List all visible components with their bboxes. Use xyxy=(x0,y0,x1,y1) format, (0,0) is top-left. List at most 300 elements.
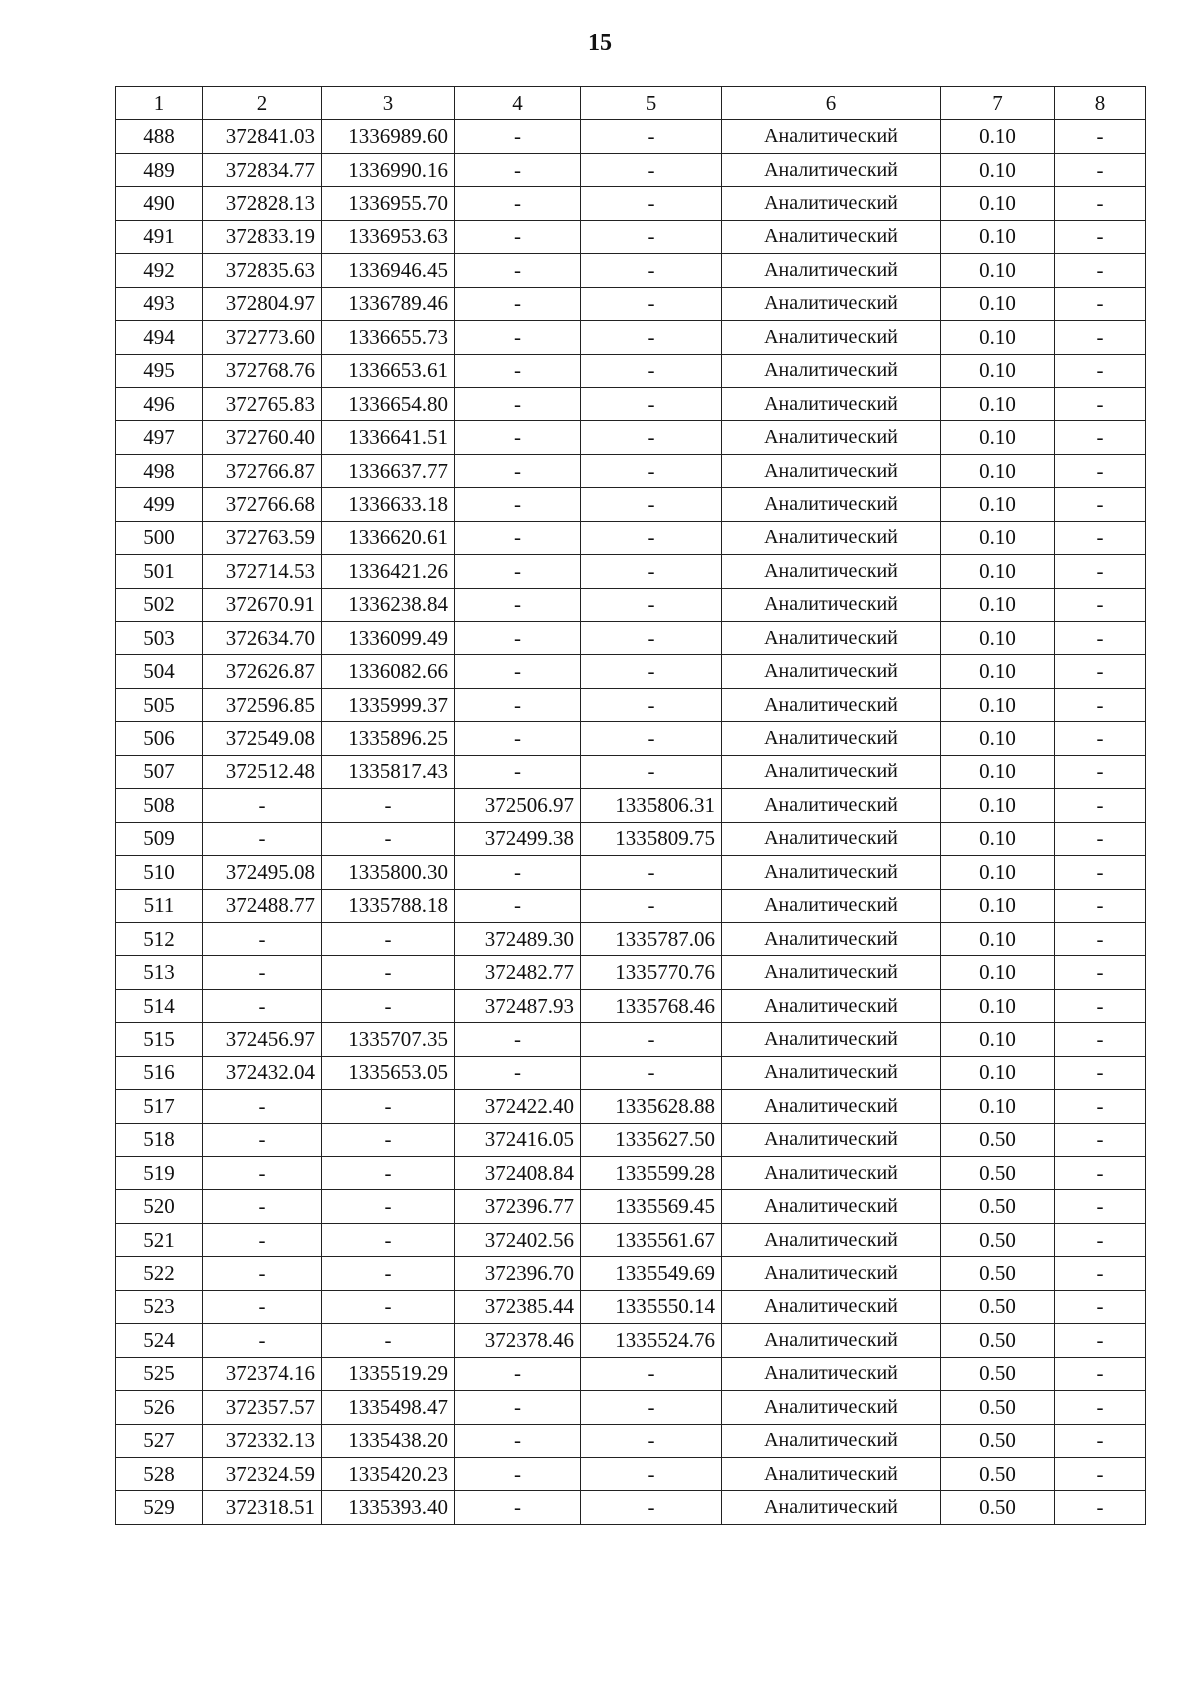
cell-point-number: 493 xyxy=(116,287,203,320)
cell-x-coordinate-a: 372835.63 xyxy=(203,254,322,287)
cell-point-number: 504 xyxy=(116,655,203,688)
cell-y-coordinate-a: 1335800.30 xyxy=(322,856,455,889)
cell-method: Аналитический xyxy=(722,889,941,922)
cell-x-coordinate-b: 372396.77 xyxy=(455,1190,581,1223)
cell-accuracy: 0.10 xyxy=(941,755,1055,788)
table-row xyxy=(116,1324,1146,1357)
cell-note: - xyxy=(1055,1223,1146,1256)
table-header xyxy=(116,87,1146,120)
header-row xyxy=(116,87,1146,120)
cell-point-number: 519 xyxy=(116,1157,203,1190)
cell-accuracy: 0.10 xyxy=(941,354,1055,387)
cell-x-coordinate-a: 372834.77 xyxy=(203,153,322,186)
cell-accuracy: 0.10 xyxy=(941,922,1055,955)
cell-x-coordinate-b: - xyxy=(455,354,581,387)
cell-point-number: 523 xyxy=(116,1290,203,1323)
cell-point-number: 513 xyxy=(116,956,203,989)
cell-x-coordinate-a: 372432.04 xyxy=(203,1056,322,1089)
cell-accuracy: 0.10 xyxy=(941,722,1055,755)
cell-x-coordinate-a: 372456.97 xyxy=(203,1023,322,1056)
cell-method: Аналитический xyxy=(722,321,941,354)
cell-accuracy: 0.50 xyxy=(941,1157,1055,1190)
cell-note: - xyxy=(1055,722,1146,755)
cell-method: Аналитический xyxy=(722,287,941,320)
cell-accuracy: 0.10 xyxy=(941,521,1055,554)
cell-accuracy: 0.50 xyxy=(941,1357,1055,1390)
table-row xyxy=(116,622,1146,655)
cell-y-coordinate-b: - xyxy=(581,856,722,889)
cell-accuracy: 0.10 xyxy=(941,153,1055,186)
cell-y-coordinate-a: 1335999.37 xyxy=(322,688,455,721)
cell-accuracy: 0.50 xyxy=(941,1424,1055,1457)
cell-x-coordinate-b: - xyxy=(455,856,581,889)
cell-x-coordinate-b: 372402.56 xyxy=(455,1223,581,1256)
cell-y-coordinate-b: - xyxy=(581,622,722,655)
cell-y-coordinate-a: 1336955.70 xyxy=(322,187,455,220)
cell-method: Аналитический xyxy=(722,622,941,655)
cell-point-number: 527 xyxy=(116,1424,203,1457)
cell-x-coordinate-b: 372506.97 xyxy=(455,789,581,822)
cell-x-coordinate-b: - xyxy=(455,755,581,788)
cell-x-coordinate-a: 372768.76 xyxy=(203,354,322,387)
cell-point-number: 491 xyxy=(116,220,203,253)
cell-y-coordinate-b: - xyxy=(581,1491,722,1524)
cell-method: Аналитический xyxy=(722,454,941,487)
cell-note: - xyxy=(1055,521,1146,554)
cell-method: Аналитический xyxy=(722,722,941,755)
cell-note: - xyxy=(1055,856,1146,889)
cell-point-number: 501 xyxy=(116,555,203,588)
table-row xyxy=(116,521,1146,554)
cell-y-coordinate-a: - xyxy=(322,989,455,1022)
cell-x-coordinate-b: - xyxy=(455,688,581,721)
cell-y-coordinate-a: - xyxy=(322,1123,455,1156)
cell-y-coordinate-a: 1336953.63 xyxy=(322,220,455,253)
header-cell-4: 4 xyxy=(455,87,581,120)
cell-x-coordinate-a: 372804.97 xyxy=(203,287,322,320)
cell-method: Аналитический xyxy=(722,1391,941,1424)
cell-method: Аналитический xyxy=(722,956,941,989)
header-cell-5: 5 xyxy=(581,87,722,120)
cell-note: - xyxy=(1055,822,1146,855)
cell-y-coordinate-b: - xyxy=(581,421,722,454)
cell-note: - xyxy=(1055,1424,1146,1457)
cell-x-coordinate-b: - xyxy=(455,622,581,655)
cell-y-coordinate-a: 1336641.51 xyxy=(322,421,455,454)
cell-x-coordinate-b: - xyxy=(455,287,581,320)
table-row xyxy=(116,1257,1146,1290)
cell-method: Аналитический xyxy=(722,822,941,855)
cell-note: - xyxy=(1055,622,1146,655)
table-row xyxy=(116,1357,1146,1390)
cell-note: - xyxy=(1055,1457,1146,1490)
cell-y-coordinate-b: 1335770.76 xyxy=(581,956,722,989)
cell-x-coordinate-b: - xyxy=(455,1391,581,1424)
cell-x-coordinate-b: - xyxy=(455,722,581,755)
cell-x-coordinate-b: - xyxy=(455,220,581,253)
cell-y-coordinate-b: 1335569.45 xyxy=(581,1190,722,1223)
table-row xyxy=(116,789,1146,822)
cell-point-number: 518 xyxy=(116,1123,203,1156)
cell-note: - xyxy=(1055,1023,1146,1056)
cell-point-number: 489 xyxy=(116,153,203,186)
cell-y-coordinate-b: - xyxy=(581,220,722,253)
cell-y-coordinate-b: - xyxy=(581,1424,722,1457)
cell-note: - xyxy=(1055,1491,1146,1524)
cell-y-coordinate-a: - xyxy=(322,922,455,955)
cell-x-coordinate-a: 372765.83 xyxy=(203,387,322,420)
cell-note: - xyxy=(1055,1090,1146,1123)
cell-method: Аналитический xyxy=(722,856,941,889)
cell-method: Аналитический xyxy=(722,354,941,387)
cell-accuracy: 0.10 xyxy=(941,120,1055,153)
cell-point-number: 508 xyxy=(116,789,203,822)
cell-y-coordinate-a: 1336633.18 xyxy=(322,488,455,521)
cell-x-coordinate-a: 372634.70 xyxy=(203,622,322,655)
cell-y-coordinate-a: 1335519.29 xyxy=(322,1357,455,1390)
cell-method: Аналитический xyxy=(722,1424,941,1457)
cell-point-number: 528 xyxy=(116,1457,203,1490)
cell-method: Аналитический xyxy=(722,789,941,822)
cell-point-number: 505 xyxy=(116,688,203,721)
cell-point-number: 520 xyxy=(116,1190,203,1223)
cell-method: Аналитический xyxy=(722,1190,941,1223)
cell-x-coordinate-b: - xyxy=(455,1457,581,1490)
table-row xyxy=(116,722,1146,755)
cell-x-coordinate-a: 372596.85 xyxy=(203,688,322,721)
cell-x-coordinate-a: - xyxy=(203,1223,322,1256)
cell-x-coordinate-b: - xyxy=(455,488,581,521)
cell-x-coordinate-a: - xyxy=(203,989,322,1022)
cell-x-coordinate-a: 372670.91 xyxy=(203,588,322,621)
cell-note: - xyxy=(1055,1056,1146,1089)
cell-x-coordinate-a: 372760.40 xyxy=(203,421,322,454)
cell-accuracy: 0.10 xyxy=(941,321,1055,354)
cell-y-coordinate-b: - xyxy=(581,387,722,420)
cell-y-coordinate-b: - xyxy=(581,488,722,521)
cell-point-number: 494 xyxy=(116,321,203,354)
cell-accuracy: 0.10 xyxy=(941,822,1055,855)
cell-note: - xyxy=(1055,1391,1146,1424)
cell-accuracy: 0.10 xyxy=(941,1090,1055,1123)
cell-x-coordinate-a: - xyxy=(203,1324,322,1357)
table-row xyxy=(116,120,1146,153)
cell-y-coordinate-a: - xyxy=(322,822,455,855)
cell-note: - xyxy=(1055,555,1146,588)
cell-y-coordinate-b: - xyxy=(581,722,722,755)
cell-x-coordinate-b: - xyxy=(455,1424,581,1457)
cell-accuracy: 0.10 xyxy=(941,789,1055,822)
cell-x-coordinate-a: - xyxy=(203,789,322,822)
table-row xyxy=(116,1090,1146,1123)
cell-method: Аналитический xyxy=(722,220,941,253)
cell-y-coordinate-a: - xyxy=(322,1324,455,1357)
cell-x-coordinate-b: - xyxy=(455,153,581,186)
cell-note: - xyxy=(1055,321,1146,354)
cell-point-number: 496 xyxy=(116,387,203,420)
cell-y-coordinate-b: - xyxy=(581,655,722,688)
cell-y-coordinate-b: - xyxy=(581,521,722,554)
cell-point-number: 488 xyxy=(116,120,203,153)
cell-point-number: 514 xyxy=(116,989,203,1022)
cell-y-coordinate-b: - xyxy=(581,555,722,588)
cell-method: Аналитический xyxy=(722,1157,941,1190)
cell-note: - xyxy=(1055,1357,1146,1390)
cell-y-coordinate-b: 1335787.06 xyxy=(581,922,722,955)
cell-y-coordinate-a: - xyxy=(322,1257,455,1290)
table-row xyxy=(116,1391,1146,1424)
header-cell-1: 1 xyxy=(116,87,203,120)
cell-point-number: 507 xyxy=(116,755,203,788)
cell-y-coordinate-b: - xyxy=(581,354,722,387)
cell-x-coordinate-a: - xyxy=(203,1123,322,1156)
cell-accuracy: 0.10 xyxy=(941,956,1055,989)
cell-x-coordinate-a: - xyxy=(203,956,322,989)
cell-x-coordinate-a: - xyxy=(203,1090,322,1123)
cell-y-coordinate-b: 1335809.75 xyxy=(581,822,722,855)
cell-point-number: 516 xyxy=(116,1056,203,1089)
cell-point-number: 512 xyxy=(116,922,203,955)
cell-y-coordinate-a: 1335653.05 xyxy=(322,1056,455,1089)
cell-note: - xyxy=(1055,989,1146,1022)
cell-point-number: 503 xyxy=(116,622,203,655)
cell-y-coordinate-a: 1335438.20 xyxy=(322,1424,455,1457)
table-row xyxy=(116,889,1146,922)
cell-x-coordinate-a: - xyxy=(203,1157,322,1190)
cell-y-coordinate-a: - xyxy=(322,956,455,989)
cell-accuracy: 0.10 xyxy=(941,454,1055,487)
table-row xyxy=(116,755,1146,788)
table-row xyxy=(116,220,1146,253)
cell-note: - xyxy=(1055,655,1146,688)
cell-y-coordinate-b: - xyxy=(581,1023,722,1056)
coordinates-table xyxy=(115,86,1146,1525)
header-cell-8: 8 xyxy=(1055,87,1146,120)
cell-accuracy: 0.10 xyxy=(941,555,1055,588)
cell-x-coordinate-a: - xyxy=(203,922,322,955)
cell-x-coordinate-a: 372841.03 xyxy=(203,120,322,153)
cell-x-coordinate-b: - xyxy=(455,454,581,487)
cell-accuracy: 0.10 xyxy=(941,588,1055,621)
cell-point-number: 506 xyxy=(116,722,203,755)
cell-note: - xyxy=(1055,889,1146,922)
cell-y-coordinate-b: 1335524.76 xyxy=(581,1324,722,1357)
cell-point-number: 498 xyxy=(116,454,203,487)
cell-method: Аналитический xyxy=(722,1290,941,1323)
cell-x-coordinate-a: 372626.87 xyxy=(203,655,322,688)
cell-y-coordinate-a: 1335393.40 xyxy=(322,1491,455,1524)
table-row xyxy=(116,354,1146,387)
cell-x-coordinate-a: 372766.68 xyxy=(203,488,322,521)
cell-accuracy: 0.10 xyxy=(941,1056,1055,1089)
cell-x-coordinate-b: - xyxy=(455,254,581,287)
table-row xyxy=(116,287,1146,320)
cell-method: Аналитический xyxy=(722,1123,941,1156)
table-row xyxy=(116,1491,1146,1524)
cell-x-coordinate-a: 372488.77 xyxy=(203,889,322,922)
cell-y-coordinate-a: 1336653.61 xyxy=(322,354,455,387)
cell-note: - xyxy=(1055,287,1146,320)
cell-y-coordinate-b: - xyxy=(581,588,722,621)
cell-method: Аналитический xyxy=(722,922,941,955)
table-row xyxy=(116,856,1146,889)
cell-x-coordinate-a: 372512.48 xyxy=(203,755,322,788)
cell-point-number: 517 xyxy=(116,1090,203,1123)
table-row xyxy=(116,187,1146,220)
header-cell-6: 6 xyxy=(722,87,941,120)
cell-point-number: 515 xyxy=(116,1023,203,1056)
page-number: 15 xyxy=(588,30,612,56)
cell-point-number: 499 xyxy=(116,488,203,521)
cell-note: - xyxy=(1055,421,1146,454)
cell-point-number: 511 xyxy=(116,889,203,922)
cell-note: - xyxy=(1055,922,1146,955)
table-row xyxy=(116,989,1146,1022)
cell-point-number: 521 xyxy=(116,1223,203,1256)
cell-method: Аналитический xyxy=(722,588,941,621)
cell-y-coordinate-b: 1335806.31 xyxy=(581,789,722,822)
cell-note: - xyxy=(1055,120,1146,153)
cell-x-coordinate-b: 372487.93 xyxy=(455,989,581,1022)
cell-y-coordinate-a: - xyxy=(322,789,455,822)
cell-note: - xyxy=(1055,187,1146,220)
cell-y-coordinate-a: 1336637.77 xyxy=(322,454,455,487)
table-row xyxy=(116,555,1146,588)
cell-x-coordinate-a: 372318.51 xyxy=(203,1491,322,1524)
cell-y-coordinate-a: 1336082.66 xyxy=(322,655,455,688)
cell-y-coordinate-b: - xyxy=(581,755,722,788)
cell-y-coordinate-a: 1335788.18 xyxy=(322,889,455,922)
cell-y-coordinate-b: - xyxy=(581,1357,722,1390)
cell-accuracy: 0.10 xyxy=(941,688,1055,721)
cell-note: - xyxy=(1055,488,1146,521)
cell-method: Аналитический xyxy=(722,254,941,287)
cell-method: Аналитический xyxy=(722,555,941,588)
cell-accuracy: 0.10 xyxy=(941,655,1055,688)
cell-x-coordinate-a: - xyxy=(203,1290,322,1323)
cell-accuracy: 0.50 xyxy=(941,1257,1055,1290)
table-row xyxy=(116,1457,1146,1490)
cell-accuracy: 0.10 xyxy=(941,421,1055,454)
cell-point-number: 510 xyxy=(116,856,203,889)
cell-method: Аналитический xyxy=(722,1357,941,1390)
cell-x-coordinate-a: - xyxy=(203,1257,322,1290)
cell-y-coordinate-b: - xyxy=(581,688,722,721)
cell-method: Аналитический xyxy=(722,1491,941,1524)
table-row xyxy=(116,1223,1146,1256)
cell-y-coordinate-b: - xyxy=(581,1391,722,1424)
cell-point-number: 526 xyxy=(116,1391,203,1424)
cell-y-coordinate-b: 1335549.69 xyxy=(581,1257,722,1290)
cell-y-coordinate-b: - xyxy=(581,287,722,320)
cell-y-coordinate-b: - xyxy=(581,254,722,287)
cell-x-coordinate-a: 372828.13 xyxy=(203,187,322,220)
cell-y-coordinate-b: - xyxy=(581,187,722,220)
cell-x-coordinate-b: - xyxy=(455,1357,581,1390)
cell-method: Аналитический xyxy=(722,755,941,788)
cell-y-coordinate-b: 1335550.14 xyxy=(581,1290,722,1323)
cell-note: - xyxy=(1055,1190,1146,1223)
cell-x-coordinate-a: 372324.59 xyxy=(203,1457,322,1490)
table-row xyxy=(116,922,1146,955)
table-row xyxy=(116,1190,1146,1223)
table-row xyxy=(116,321,1146,354)
cell-note: - xyxy=(1055,1123,1146,1156)
cell-y-coordinate-b: - xyxy=(581,153,722,186)
cell-accuracy: 0.10 xyxy=(941,220,1055,253)
table-row xyxy=(116,1056,1146,1089)
cell-x-coordinate-b: - xyxy=(455,1491,581,1524)
cell-accuracy: 0.10 xyxy=(941,488,1055,521)
cell-point-number: 525 xyxy=(116,1357,203,1390)
cell-method: Аналитический xyxy=(722,120,941,153)
cell-method: Аналитический xyxy=(722,989,941,1022)
cell-y-coordinate-b: - xyxy=(581,321,722,354)
cell-note: - xyxy=(1055,789,1146,822)
cell-method: Аналитический xyxy=(722,488,941,521)
cell-y-coordinate-a: 1335896.25 xyxy=(322,722,455,755)
cell-x-coordinate-a: 372773.60 xyxy=(203,321,322,354)
cell-y-coordinate-b: 1335768.46 xyxy=(581,989,722,1022)
table-row xyxy=(116,387,1146,420)
cell-y-coordinate-a: 1336789.46 xyxy=(322,287,455,320)
cell-method: Аналитический xyxy=(722,1056,941,1089)
cell-y-coordinate-b: 1335628.88 xyxy=(581,1090,722,1123)
cell-y-coordinate-a: 1336421.26 xyxy=(322,555,455,588)
cell-x-coordinate-a: 372332.13 xyxy=(203,1424,322,1457)
table-row xyxy=(116,488,1146,521)
table-row xyxy=(116,1290,1146,1323)
cell-x-coordinate-a: 372763.59 xyxy=(203,521,322,554)
cell-accuracy: 0.10 xyxy=(941,287,1055,320)
cell-x-coordinate-b: 372385.44 xyxy=(455,1290,581,1323)
cell-note: - xyxy=(1055,354,1146,387)
cell-method: Аналитический xyxy=(722,1223,941,1256)
cell-x-coordinate-b: 372416.05 xyxy=(455,1123,581,1156)
cell-accuracy: 0.10 xyxy=(941,254,1055,287)
cell-y-coordinate-b: - xyxy=(581,120,722,153)
cell-y-coordinate-b: - xyxy=(581,454,722,487)
cell-accuracy: 0.50 xyxy=(941,1457,1055,1490)
cell-accuracy: 0.50 xyxy=(941,1190,1055,1223)
cell-note: - xyxy=(1055,956,1146,989)
cell-y-coordinate-b: - xyxy=(581,1056,722,1089)
cell-x-coordinate-b: - xyxy=(455,187,581,220)
cell-accuracy: 0.10 xyxy=(941,889,1055,922)
cell-method: Аналитический xyxy=(722,187,941,220)
cell-note: - xyxy=(1055,1257,1146,1290)
cell-method: Аналитический xyxy=(722,688,941,721)
cell-note: - xyxy=(1055,755,1146,788)
cell-note: - xyxy=(1055,1324,1146,1357)
cell-x-coordinate-a: 372374.16 xyxy=(203,1357,322,1390)
table-row xyxy=(116,421,1146,454)
cell-y-coordinate-a: - xyxy=(322,1090,455,1123)
cell-point-number: 509 xyxy=(116,822,203,855)
table-row xyxy=(116,1424,1146,1457)
cell-x-coordinate-a: 372357.57 xyxy=(203,1391,322,1424)
cell-x-coordinate-b: - xyxy=(455,588,581,621)
cell-method: Аналитический xyxy=(722,1324,941,1357)
cell-method: Аналитический xyxy=(722,1457,941,1490)
table-row xyxy=(116,1023,1146,1056)
cell-method: Аналитический xyxy=(722,387,941,420)
cell-x-coordinate-b: - xyxy=(455,889,581,922)
table-row xyxy=(116,454,1146,487)
cell-note: - xyxy=(1055,153,1146,186)
cell-note: - xyxy=(1055,387,1146,420)
cell-x-coordinate-b: - xyxy=(455,421,581,454)
